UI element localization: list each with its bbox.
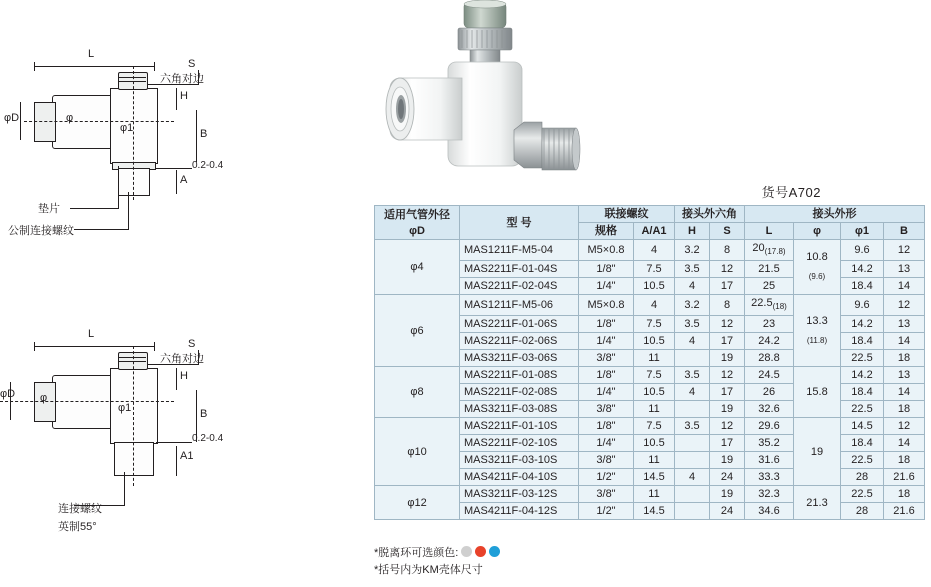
centerline-h-top [24,121,174,122]
cell-shape-l: 24.5 [745,367,794,384]
cell-thread-aa1: 10.5 [634,384,675,401]
cell-thread-aa1: 10.5 [634,435,675,452]
cell-shape-phi1: 9.6 [841,240,884,261]
label-phi-arrow-bottom: φ [40,392,48,404]
cell-thread-spec: 3/8" [579,350,634,367]
th-shape-phi1: φ1 [841,223,884,240]
th-model: 型 号 [460,206,579,240]
th-shape: 接头外形 [745,206,925,223]
color-swatch-2 [489,546,500,557]
th-od-line2: φD [409,224,425,237]
cell-outer-diameter: φ6 [375,295,460,367]
note-colors-text: *脱离环可选颜色: [374,547,459,559]
cell-hex-s: 8 [710,240,745,261]
dim-phid-top [20,102,21,140]
label-s-top: S [188,58,196,70]
cell-shape-phi: 13.3 $_{(11.8)}$ [794,295,841,367]
th-hex-h: H [675,223,710,240]
cell-shape-b: 21.6 [884,469,925,486]
cell-hex-h: 3.5 [675,316,710,333]
cell-shape-phi1: 18.4 [841,435,884,452]
cell-thread-spec: 3/8" [579,401,634,418]
dim-tick-l-left-b [34,342,35,351]
leader-washer-top-v [118,166,119,209]
table-row [375,295,925,316]
cell-thread-spec: 3/8" [579,486,634,503]
cell-hex-h [675,486,710,503]
cell-shape-l: 23 [745,316,794,333]
knurl-b1 [118,357,146,358]
label-phi-arrow-top: φ [66,112,74,124]
cell-thread-aa1: 14.5 [634,469,675,486]
cell-shape-b: 18 [884,486,925,503]
label-gap-top: 0.2-0.4 [192,160,224,171]
cell-hex-s: 19 [710,350,745,367]
th-thread-aa1: A/A1 [634,223,675,240]
cell-shape-l: $22.5_{(18)}$ [745,295,794,316]
dim-a1-bottom [176,446,177,476]
cell-shape-phi1: 14.2 [841,316,884,333]
cell-hex-h [675,503,710,520]
cell-shape-b: 13 [884,261,925,278]
cell-shape-phi1: 18.4 [841,384,884,401]
thread-bottom [114,442,154,476]
cell-shape-b: 14 [884,333,925,350]
cell-hex-s: 12 [710,261,745,278]
label-phid-bottom: φD [0,388,16,400]
cell-thread-spec: M5×0.8 [579,240,634,261]
cell-hex-h: 3.5 [675,261,710,278]
cell-shape-l: 34.6 [745,503,794,520]
note-colors-line [374,545,500,562]
cell-model: MAS2211F-01-06S [460,316,579,333]
cell-hex-h: 4 [675,469,710,486]
cell-shape-phi1: 9.6 [841,295,884,316]
table-body [375,240,925,520]
cell-thread-aa1: 7.5 [634,367,675,384]
th-shape-l: L [745,223,794,240]
label-thread-top: 公制连接螺纹 [8,225,74,237]
cell-hex-s: 17 [710,333,745,350]
cell-shape-l: 35.2 [745,435,794,452]
cell-shape-phi1: 14.2 [841,367,884,384]
th-thread-spec: 规格 [579,223,634,240]
cell-thread-aa1: 14.5 [634,503,675,520]
cell-shape-b: 14 [884,435,925,452]
cell-shape-b: 18 [884,452,925,469]
cell-shape-phi1: 22.5 [841,452,884,469]
cell-outer-diameter: φ4 [375,240,460,295]
label-thread-std-bottom: 英制55° [58,521,97,533]
cell-hex-s: 24 [710,469,745,486]
cell-thread-aa1: 7.5 [634,316,675,333]
leader-gap-bottom [156,442,192,443]
cell-model: MAS2211F-01-04S [460,261,579,278]
cell-hex-s: 12 [710,316,745,333]
cell-hex-h: 3.5 [675,418,710,435]
cell-thread-aa1: 10.5 [634,333,675,350]
cell-shape-b: 21.6 [884,503,925,520]
cell-thread-spec: 1/4" [579,333,634,350]
knurl-2 [118,81,146,82]
label-washer-top: 垫片 [38,203,60,215]
label-phi1-top: φ1 [120,122,134,134]
dim-a-top [176,170,177,194]
cell-hex-s: 8 [710,295,745,316]
body-vertical-top [110,88,158,164]
cell-shape-phi1: 14.5 [841,418,884,435]
cell-thread-spec: 1/4" [579,435,634,452]
cell-thread-aa1: 7.5 [634,418,675,435]
cell-hex-s: 19 [710,486,745,503]
cell-shape-l: 32.6 [745,401,794,418]
cell-model: MAS1211F-M5-06 [460,295,579,316]
cell-hex-h: 3.2 [675,295,710,316]
cell-hex-s: 19 [710,401,745,418]
cell-hex-h [675,435,710,452]
thread-top [118,168,150,196]
cell-model: MAS3211F-03-12S [460,486,579,503]
cell-model: MAS3211F-03-06S [460,350,579,367]
drawing-bottom [0,320,250,550]
cell-shape-b: 13 [884,316,925,333]
cell-hex-s: 12 [710,367,745,384]
color-swatch-1 [475,546,486,557]
cell-model: MAS3211F-03-10S [460,452,579,469]
cell-hex-h: 4 [675,384,710,401]
cell-hex-h: 3.5 [675,367,710,384]
cell-thread-aa1: 11 [634,350,675,367]
centerline-v-bottom [133,346,134,486]
cell-shape-phi1: 14.2 [841,261,884,278]
cell-hex-s: 17 [710,435,745,452]
cell-thread-spec: 3/8" [579,452,634,469]
cell-model: MAS1211F-M5-04 [460,240,579,261]
leader-thread-bottom-v [124,472,125,506]
cell-hex-s: 19 [710,452,745,469]
dim-tick-l-right-b [154,342,155,351]
table-header-row-1 [375,206,925,223]
cell-shape-l: $20_{(17.8)}$ [745,240,794,261]
cell-model: MAS2211F-02-10S [460,435,579,452]
note-bracket-line: *括号内为KM壳体尺寸 [374,564,483,576]
dim-b-top [196,110,197,162]
cell-outer-diameter: φ10 [375,418,460,486]
cell-hex-h [675,401,710,418]
cell-thread-aa1: 4 [634,240,675,261]
cell-shape-b: 12 [884,418,925,435]
cell-shape-phi: 21.3 [794,486,841,520]
spec-table [374,205,925,520]
cell-thread-spec: 1/2" [579,503,634,520]
cell-shape-b: 12 [884,295,925,316]
cell-hex-s: 12 [710,418,745,435]
cell-thread-spec: 1/8" [579,367,634,384]
knurl-1 [118,77,146,78]
cell-model: MAS4211F-04-10S [460,469,579,486]
cell-thread-spec: 1/8" [579,261,634,278]
cell-shape-phi1: 22.5 [841,401,884,418]
centerline-h-bottom [0,401,174,402]
cell-shape-phi1: 28 [841,469,884,486]
th-hex: 接头外六角 [675,206,745,223]
cell-shape-l: 28.8 [745,350,794,367]
cell-hex-h: 4 [675,278,710,295]
table-row [375,486,925,503]
knurl-b2 [118,361,146,362]
cell-thread-aa1: 7.5 [634,261,675,278]
dim-line-l [34,66,154,67]
dim-h-bottom [176,368,177,390]
cell-hex-s: 17 [710,278,745,295]
cell-model: MAS2211F-02-04S [460,278,579,295]
body-cap-top [34,102,56,142]
th-hex-s: S [710,223,745,240]
leader-gap-top [156,168,192,169]
cell-shape-b: 14 [884,384,925,401]
label-l-top: L [88,48,95,60]
cell-thread-aa1: 11 [634,401,675,418]
cell-model: MAS4211F-04-12S [460,503,579,520]
cell-model: MAS2211F-01-08S [460,367,579,384]
cell-shape-b: 14 [884,278,925,295]
cell-hex-h: 4 [675,333,710,350]
cell-outer-diameter: φ8 [375,367,460,418]
cell-shape-b: 13 [884,367,925,384]
part-number: 货号A702 [761,185,821,200]
label-hex-bottom: 六角对边 [160,353,204,365]
cell-thread-spec: M5×0.8 [579,295,634,316]
cell-thread-spec: 1/4" [579,278,634,295]
label-phid-top: φD [4,112,20,124]
drawing-top [0,40,250,240]
label-hex-top: 六角对边 [160,73,204,85]
leader-thread-top [74,229,128,230]
cell-shape-l: 21.5 [745,261,794,278]
cell-model: MAS2211F-02-06S [460,333,579,350]
label-h-top: H [180,90,188,102]
body-main-bottom [52,375,114,429]
cell-shape-l: 26 [745,384,794,401]
dim-h-top [176,88,177,110]
cell-thread-aa1: 11 [634,486,675,503]
cell-thread-aa1: 11 [634,452,675,469]
cell-shape-b: 18 [884,350,925,367]
cell-model: MAS2211F-02-08S [460,384,579,401]
table-row [375,367,925,384]
cell-shape-phi1: 22.5 [841,350,884,367]
cell-outer-diameter: φ12 [375,486,460,520]
product-photo [372,0,602,195]
dim-tick-l-left [34,62,35,71]
cell-thread-aa1: 10.5 [634,278,675,295]
cell-shape-l: 29.6 [745,418,794,435]
cell-thread-spec: 1/2" [579,469,634,486]
cell-shape-phi: 15.8 [794,367,841,418]
leader-washer-top [70,208,118,209]
color-swatch-0 [461,546,472,557]
cell-shape-phi: 10.8 $_{(9.6)}$ [794,240,841,295]
label-l-bottom: L [88,328,95,340]
label-gap-bottom: 0.2-0.4 [192,433,224,444]
cell-hex-h [675,452,710,469]
th-shape-phi: φ [794,223,841,240]
cell-shape-phi: 19 [794,418,841,486]
cell-shape-phi1: 22.5 [841,486,884,503]
notes [374,545,500,579]
color-swatches [458,547,500,559]
cell-shape-b: 18 [884,401,925,418]
cell-shape-b: 12 [884,240,925,261]
cell-shape-l: 33.3 [745,469,794,486]
label-thread-bottom: 连接螺纹 [58,503,102,515]
cell-shape-l: 31.6 [745,452,794,469]
th-thread: 联接螺纹 [579,206,675,223]
label-a1-bottom: A1 [180,450,194,462]
body-main-top [52,95,114,149]
th-shape-b: B [884,223,925,240]
label-h-bottom: H [180,370,188,382]
label-b-top: B [200,128,208,140]
cell-shape-phi1: 18.4 [841,278,884,295]
cell-thread-spec: 1/8" [579,418,634,435]
cell-thread-aa1: 4 [634,295,675,316]
cell-hex-s: 24 [710,503,745,520]
cell-shape-l: 24.2 [745,333,794,350]
table-row [375,240,925,261]
cell-shape-l: 25 [745,278,794,295]
cell-shape-phi1: 18.4 [841,333,884,350]
cell-shape-l: 32.3 [745,486,794,503]
th-outer-diameter [375,206,460,240]
dim-line-l-bottom [34,346,154,347]
label-b-bottom: B [200,408,208,420]
dim-tick-l-right [154,62,155,71]
leader-thread-top-v [128,192,129,230]
cell-model: MAS2211F-01-10S [460,418,579,435]
cell-hex-h: 3.2 [675,240,710,261]
label-a-top: A [180,174,188,186]
cell-thread-spec: 1/4" [579,384,634,401]
cell-shape-phi1: 28 [841,503,884,520]
label-phi1-bottom: φ1 [118,402,132,414]
cell-hex-h [675,350,710,367]
cell-model: MAS3211F-03-08S [460,401,579,418]
label-s-bottom: S [188,338,196,350]
table-row [375,418,925,435]
cell-hex-s: 17 [710,384,745,401]
th-od-line1: 适用气管外径 [384,208,450,221]
cell-thread-spec: 1/8" [579,316,634,333]
